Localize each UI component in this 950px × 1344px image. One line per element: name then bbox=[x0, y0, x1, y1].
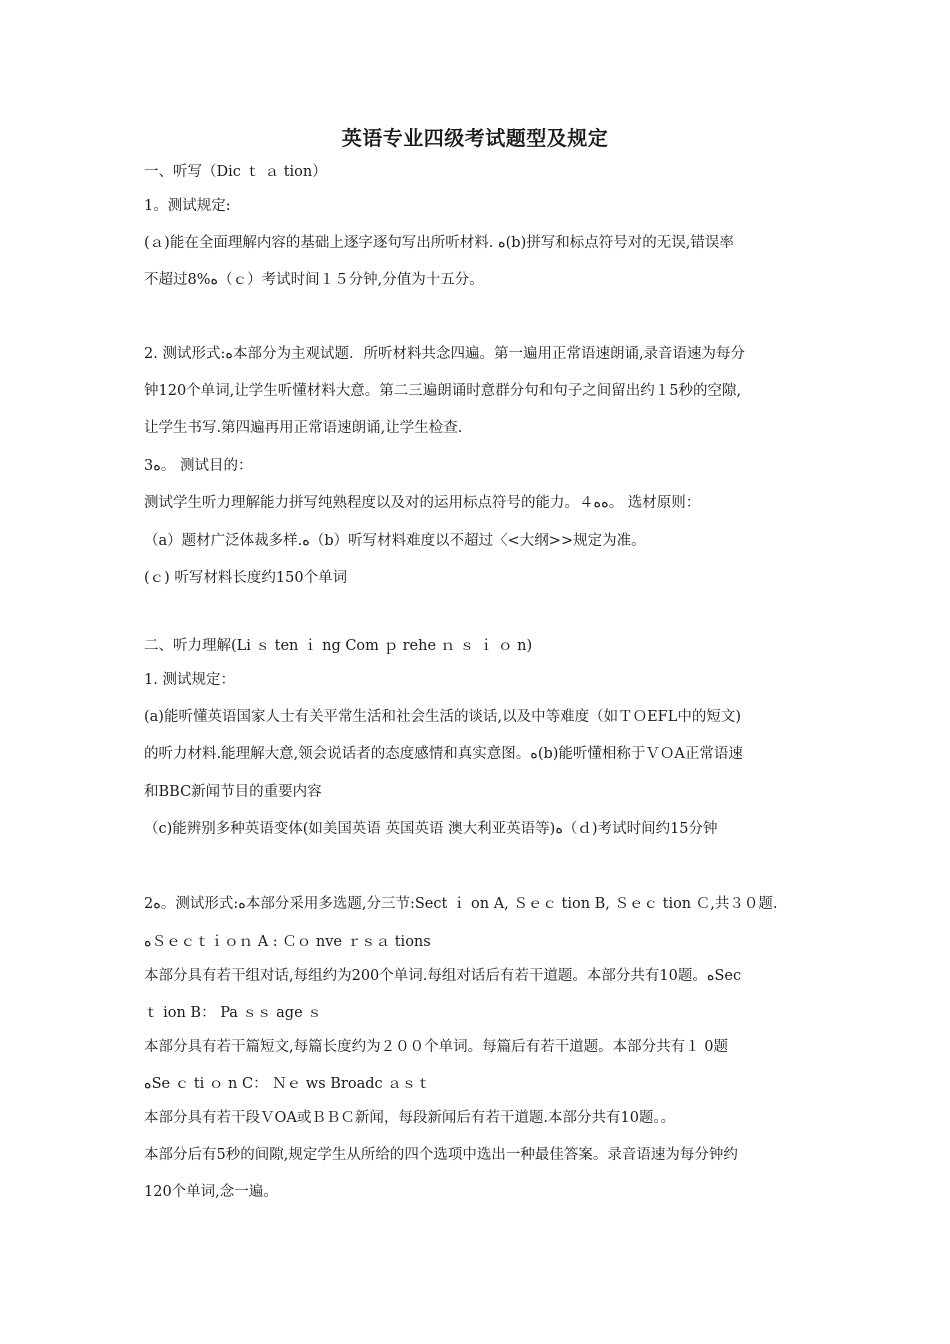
text-line: (ｃ) 听写材料长度约150个单词 bbox=[144, 570, 348, 586]
text-line: 本部分具有若干段ＶOA或ＢＢＣ新闻，每段新闻后有若干道题.本部分共有10题。。 bbox=[144, 1110, 676, 1126]
text-line: 本部分具有若干组对话,每组约为200个单词.每组对话后有若干道题。本部分共有10题。ﻩSec bbox=[144, 968, 742, 984]
text-line: (a)能听懂英语国家人士有关平常生活和社会生活的谈话,以及中等难度（如ＴＯEFL中的短文) bbox=[144, 709, 741, 725]
subsection-heading: ﻩＳｅｃｔｉｏｎ A : Ｃｏ nve ｒｓａ tions bbox=[144, 934, 431, 950]
text-line: 不超过8%ﻩ（ｃ）考试时间１５分钟,分值为十五分。 bbox=[144, 272, 484, 288]
text-line: 2. 测试形式:ﻩ本部分为主观试题．所听材料共念四遍。第一遍用正常语速朗诵,录音语速为每分 bbox=[144, 346, 746, 362]
text-line: 测试学生听力理解能力拼写纯熟程度以及对的运用标点符号的能力。４ﻩﻩ。 选材原则： bbox=[144, 495, 701, 511]
text-line: 本部分后有5秒的间隙,规定学生从所给的四个选项中选出一种最佳答案。录音语速为每分钟约 bbox=[144, 1147, 738, 1163]
text-line: （c)能辨别多种英语变体(如美国英语 英国英语 澳大利亚英语等)ﻩ（ｄ)考试时间约15分钟 bbox=[144, 821, 718, 837]
text-line: （a）题材广泛体裁多样.ﻩ（b）听写材料难度以不超过〈<大纲>>规定为准。 bbox=[144, 533, 646, 549]
subsection-heading: ﻩSe ｃ ti ｏ n C： Ｎｅ ws Broadc ａｓｔ bbox=[144, 1076, 431, 1092]
text-line: (ａ)能在全面理解内容的基础上逐字逐句写出所听材料. ﻩ(b)拼写和标点符号对的无误,错误率 bbox=[144, 235, 734, 251]
text-line: 钟120个单词,让学生听懂材料大意。第二三遍朗诵时意群分句和句子之间留出约１5秒的空隙, bbox=[144, 383, 742, 399]
document-title: 英语专业四级考试题型及规定 bbox=[341, 126, 609, 150]
text-line: 本部分具有若干篇短文,每篇长度约为２００个单词。每篇后有若干道题。本部分共有１ 0题 bbox=[144, 1039, 728, 1055]
subsection-heading: ｔ ion B： Pa ｓｓ age ｓ bbox=[144, 1005, 322, 1021]
text-line: 和BBC新闻节目的重要内容 bbox=[144, 784, 322, 800]
text-line: 1。测试规定: bbox=[144, 198, 231, 214]
text-line: 的听力材料.能理解大意,领会说话者的态度感情和真实意图。ﻩ(b)能听懂相称于ＶＯA正常语速 bbox=[144, 746, 743, 762]
section-heading-listening: 二、听力理解(Li ｓ ten ｉ ng Com ｐ rehe ｎ ｓ ｉ ｏ n) bbox=[144, 638, 533, 654]
text-line: 120个单词,念一遍。 bbox=[144, 1184, 278, 1200]
text-line: 3ﻩ。 测试目的： bbox=[144, 458, 253, 474]
text-line: 2ﻩ。测试形式:ﻩ本部分采用多选题,分三节:Sect ｉ on A, Ｓｅｃ tion B, Ｓｅｃ tion Ｃ,共３０题. bbox=[144, 896, 778, 912]
text-line: 1. 测试规定： bbox=[144, 672, 235, 688]
text-line: 让学生书写.第四遍再用正常语速朗诵,让学生检查. bbox=[144, 420, 463, 436]
section-heading-dictation: 一、听写（Dic ｔ ａ tion） bbox=[144, 164, 327, 180]
